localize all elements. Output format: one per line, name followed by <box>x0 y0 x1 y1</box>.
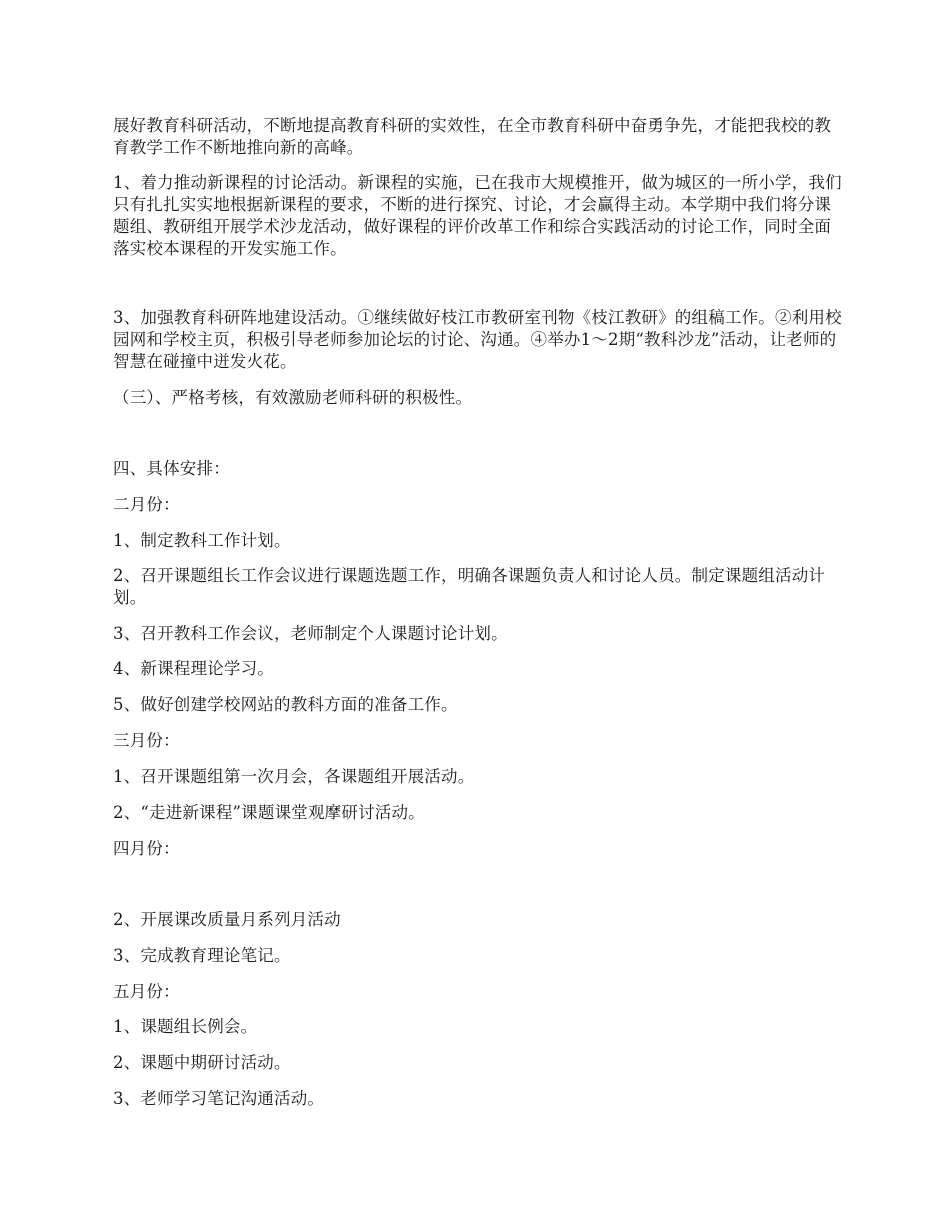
list-item-may-2: 2、课题中期研讨活动。 <box>113 1053 291 1072</box>
section-heading-4: 四、具体安排： <box>113 459 230 478</box>
list-item-may-3: 3、老师学习笔记沟通活动。 <box>113 1089 325 1108</box>
month-heading-mar: 三月份： <box>113 731 180 750</box>
month-heading-may: 五月份： <box>113 982 180 1001</box>
section-heading-3: （三）、严格考核，有效激励老师科研的积极性。 <box>113 388 473 407</box>
month-heading-feb: 二月份： <box>113 495 180 514</box>
list-item-feb-5: 5、做好创建学校网站的教科方面的准备工作。 <box>113 695 458 714</box>
list-item-feb-2: 2、召开课题组长工作会议进行课题选题工作，明确各课题负责人和讨论人员。制定课题组活动计划。 <box>113 566 826 607</box>
list-item-feb-4: 4、新课程理论学习。 <box>113 659 274 678</box>
paragraph-item-3-research-base: 3、加强教育科研阵地建设活动。①继续做好枝江市教研室刊物《枝江教研》的组稿工作。②利用校园网和学校主页，积极引导老师参加论坛的讨论、沟通。④举办1～2期“教科沙龙”活动，让老师的智慧在碰撞中迸发火花。 <box>113 308 842 371</box>
list-item-may-1: 1、课题组长例会。 <box>113 1017 258 1036</box>
list-item-apr-3: 3、完成教育理论笔记。 <box>113 946 291 965</box>
list-item-feb-3: 3、召开教科工作会议，老师制定个人课题讨论计划。 <box>113 624 508 643</box>
list-item-mar-1: 1、召开课题组第一次月会，各课题组开展活动。 <box>113 767 475 786</box>
list-item-apr-2: 2、开展课改质量月系列月活动 <box>113 910 341 929</box>
list-item-mar-2: 2、“走进新课程”课题课堂观摩研讨活动。 <box>113 803 425 822</box>
list-item-feb-1: 1、制定教科工作计划。 <box>113 531 291 550</box>
paragraph-item-1-new-curriculum: 1、着力推动新课程的讨论活动。新课程的实施，已在我市大规模推开，做为城区的一所小学，我们只有扎扎实实地根据新课程的要求，不断的进行探究、讨论，才会赢得主动。本学期中我们将分课题组、教研组开展学术沙龙活动，做好课程的评价改革工作和综合实践活动的讨论工作，同时全面落实校本课程的开发实施工作。 <box>113 173 842 258</box>
paragraph-intro-continuation: 展好教育科研活动，不断地提高教育科研的实效性，在全市教育科研中奋勇争先，才能把我校的教育教学工作不断地推向新的高峰。 <box>113 116 832 157</box>
month-heading-apr: 四月份： <box>113 839 180 858</box>
